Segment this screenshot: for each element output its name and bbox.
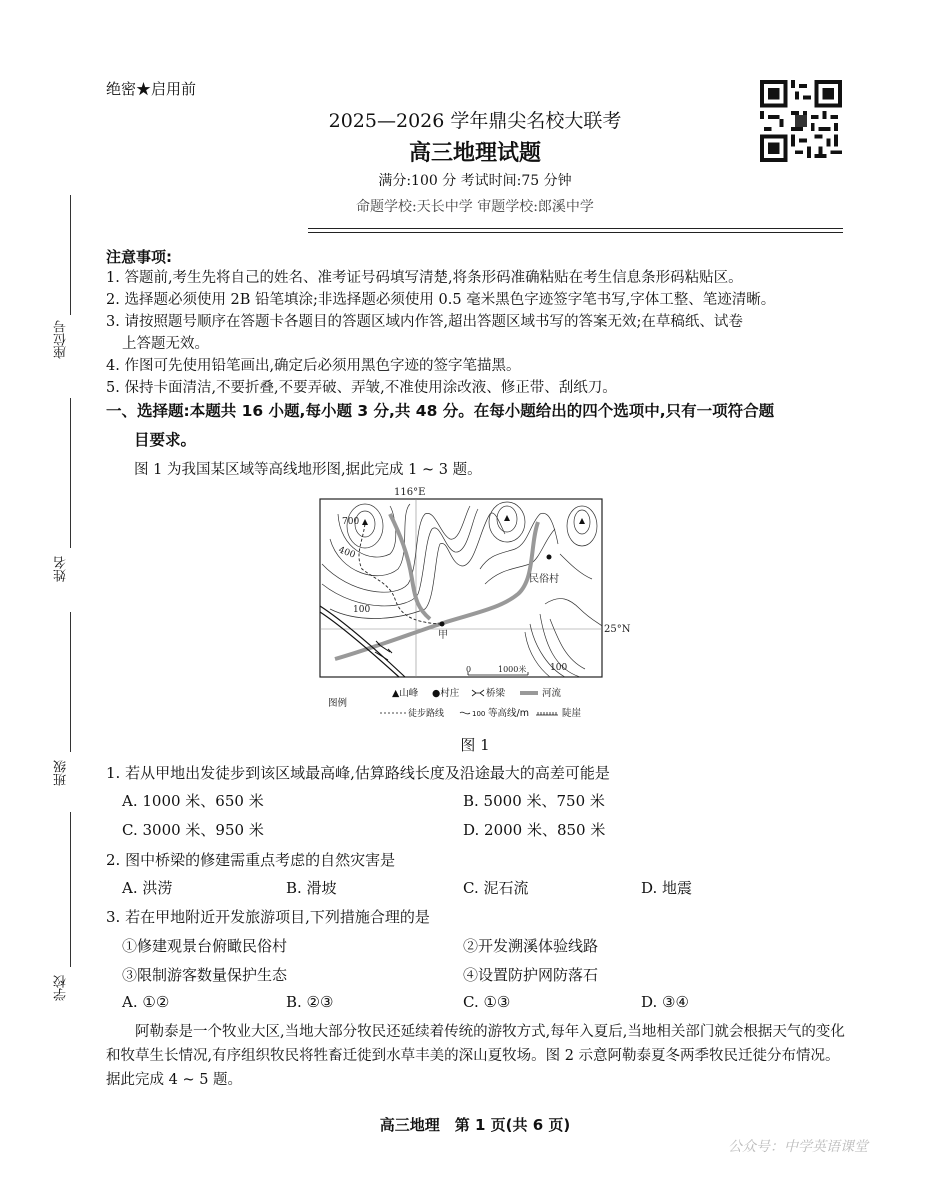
legend-trail: 徒步路线 <box>408 709 445 719</box>
option-c[interactable]: C. 泥石流 <box>463 879 529 897</box>
option-d[interactable]: D. ③④ <box>641 993 689 1011</box>
statement-1: ①修建观景台俯瞰民俗村 <box>122 937 288 955</box>
question-stem: 3. 若在甲地附近开发旅游项目,下列措施合理的是 <box>106 908 430 926</box>
class-label: 班级 <box>54 760 69 786</box>
note-item: 3. 请按照题号顺序在答题卡各题目的答题区域内作答,超出答题区域书写的答案无效;在草稿纸、试卷 <box>106 314 743 330</box>
contour-label-700: 700 <box>342 517 360 527</box>
option-d[interactable]: D. 地震 <box>641 879 693 897</box>
binding-line <box>70 195 71 315</box>
legend-peak: ▲山峰 <box>392 688 419 699</box>
question-intro: 图 1 为我国某区域等高线地形图,据此完成 1 ~ 3 题。 <box>134 462 482 478</box>
note-item: 4. 作图可先使用铅笔画出,确定后必须用黑色字迹的签字笔描黑。 <box>106 358 521 374</box>
binding-line <box>70 398 71 548</box>
notes-title: 注意事项: <box>106 248 172 266</box>
option-d[interactable]: D. 2000 米、850 米 <box>463 821 606 839</box>
legend-title: 图例 <box>328 698 348 709</box>
qr-code-icon <box>760 80 842 162</box>
option-a[interactable]: A. ①② <box>122 993 170 1011</box>
legend-contour-icon <box>460 712 470 714</box>
point-jia-dot <box>440 622 445 627</box>
note-item: 上答题无效。 <box>122 336 209 352</box>
legend-village: ●村庄 <box>432 688 460 699</box>
option-c[interactable]: C. ①③ <box>463 993 511 1011</box>
school-label: 学校 <box>54 975 69 1001</box>
option-a[interactable]: A. 1000 米、650 米 <box>122 792 264 810</box>
section-heading-cont: 目要求。 <box>134 431 197 449</box>
contour-label-100: 100 <box>550 663 568 673</box>
statement-3: ③限制游客数量保护生态 <box>122 966 288 984</box>
latitude-label: 25°N <box>604 624 631 635</box>
river-branch <box>390 514 430 619</box>
page-footer: 高三地理 第 1 页(共 6 页) <box>379 1116 571 1134</box>
legend-contour-num: 100 <box>472 710 486 718</box>
option-c[interactable]: C. 3000 米、950 米 <box>122 821 264 839</box>
note-item: 2. 选择题必须使用 2B 铅笔填涂;非选择题必须使用 0.5 毫米黑色字迹签字笔书写,字体工整、笔迹清晰。 <box>106 292 776 308</box>
contour-map <box>300 484 640 724</box>
legend-contour: 等高线/m <box>488 708 529 719</box>
paper-title: 高三地理试题 <box>408 140 541 166</box>
legend-river: 河流 <box>542 688 562 699</box>
question-stem: 1. 若从甲地出发徒步到该区域最高峰,估算路线长度及沿途最大的高差可能是 <box>106 764 610 782</box>
village-label: 民俗村 <box>529 574 559 585</box>
river <box>335 522 538 659</box>
question-stem: 2. 图中桥梁的修建需重点考虑的自然灾害是 <box>106 851 396 869</box>
contour-label-400: 400 <box>336 545 357 561</box>
legend-cliff: 陡崖 <box>562 708 582 719</box>
school-line: 命题学校:天长中学 审题学校:郎溪中学 <box>356 199 594 215</box>
village-dot <box>547 555 552 560</box>
binding-line <box>70 612 71 752</box>
legend-bridge-icon <box>472 690 484 696</box>
option-b[interactable]: B. 5000 米、750 米 <box>463 792 605 810</box>
exam-title: 2025—2026 学年鼎尖名校大联考 <box>328 110 622 132</box>
statement-2: ②开发溯溪体验线路 <box>463 937 599 955</box>
legend-bridge: 桥梁 <box>486 688 506 699</box>
option-a[interactable]: A. 洪涝 <box>122 879 173 897</box>
statement-4: ④设置防护网防落石 <box>463 966 599 984</box>
note-item: 5. 保持卡面清洁,不要折叠,不要弄破、弄皱,不准使用涂改液、修正带、刮纸刀。 <box>106 380 617 396</box>
longitude-label: 116°E <box>394 487 426 498</box>
scale-zero: 0 <box>466 665 472 674</box>
header-rule <box>308 232 843 233</box>
contour-label-100: 100 <box>353 605 371 615</box>
section-heading: 一、选择题:本题共 16 小题,每小题 3 分,共 48 分。在每小题给出的四个选项中,只有一项符合题 <box>106 402 775 420</box>
note-item: 1. 答题前,考生先将自己的姓名、准考证号码填写清楚,将条形码准确粘贴在考生信息条形码粘贴区。 <box>106 270 743 286</box>
point-jia-label: 甲 <box>438 630 448 641</box>
name-label: 姓名 <box>54 556 69 582</box>
header-rule <box>308 228 843 229</box>
figure-caption: 图 1 <box>460 736 490 754</box>
seat-number-label: 座位号 <box>54 320 69 359</box>
score-time-line: 满分:100 分 考试时间:75 分钟 <box>378 173 572 189</box>
watermark: 公众号：中学英语课堂 <box>728 1139 868 1155</box>
confidential-mark: 绝密★启用前 <box>106 80 197 98</box>
reading-passage: 阿勒泰是一个牧业大区,当地大部分牧民还延续着传统的游牧方式,每年入夏后,当地相关部门就会根据天气的变化和牧草生长情况,有序组织牧民将牲畜迁徙到水草丰美的深山夏牧场。图 2 示意阿勒泰夏冬两季牧民迁徙分布情况。据此完成 4 ~ 5 题。 <box>106 1024 845 1088</box>
scale-text: 1000米 <box>498 665 527 674</box>
legend-cliff-icon <box>536 712 558 715</box>
option-b[interactable]: B. 滑坡 <box>286 879 337 897</box>
binding-line <box>70 812 71 967</box>
option-b[interactable]: B. ②③ <box>286 993 334 1011</box>
